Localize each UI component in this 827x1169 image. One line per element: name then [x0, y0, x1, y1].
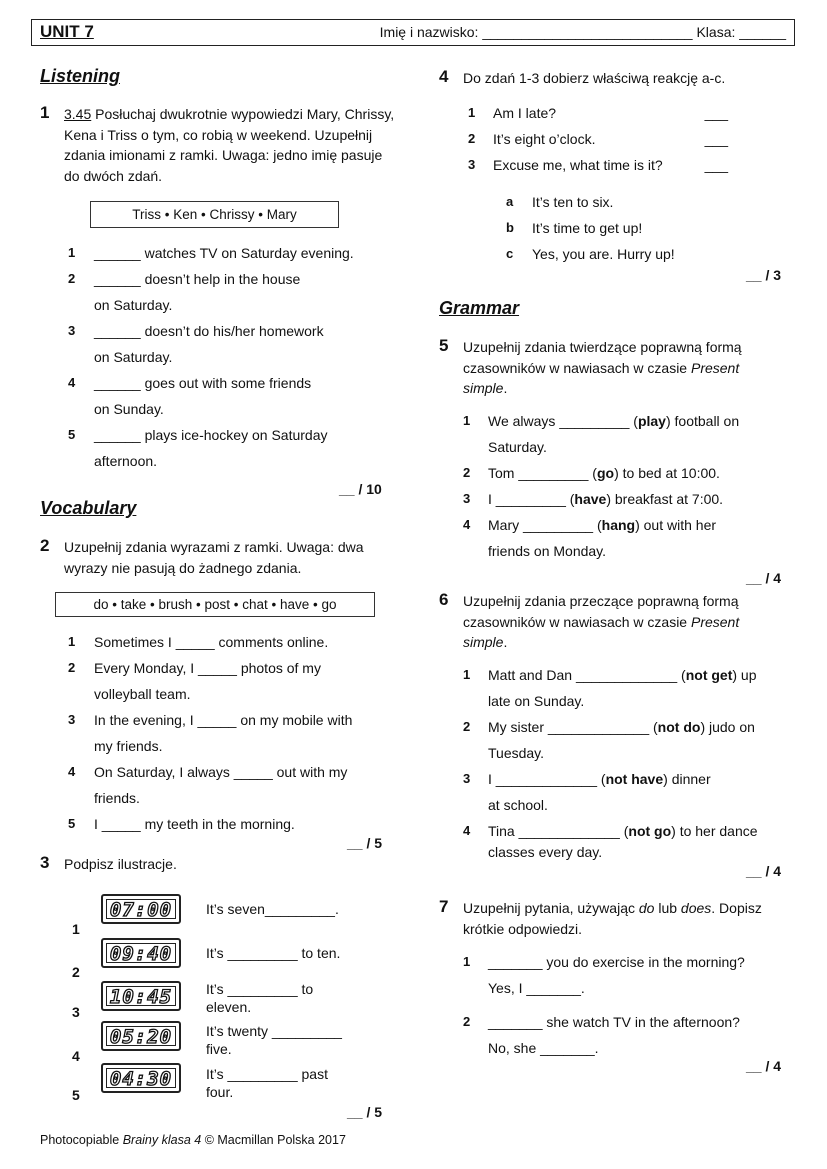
footer-publisher: © Macmillan Polska 2017	[201, 1133, 346, 1147]
list-item	[463, 486, 783, 512]
q5-score[interactable]: __ / 4	[746, 570, 782, 586]
list-item	[506, 215, 766, 241]
item-number: 2	[468, 131, 476, 146]
item-number: 4	[463, 823, 471, 838]
clock-number: 2	[72, 964, 80, 980]
q7-instruction-text-end: . Dopisz krótkie odpowiedzi.	[463, 900, 762, 937]
header-bar	[31, 19, 795, 46]
item-number: 1	[463, 413, 471, 428]
q7-instruction-text: Uzupełnij pytania, używając	[463, 900, 639, 916]
q5-instruction: Uzupełnij zdania twierdzące poprawną formą czasowników w nawiasach w czasie Present simple.	[463, 339, 742, 396]
item-number: 1	[463, 667, 471, 682]
list-item	[68, 707, 398, 759]
grammar-title: Grammar	[439, 298, 520, 318]
item-number: 5	[68, 427, 76, 442]
q4-score[interactable]: __ / 3	[746, 267, 782, 283]
caption-text: It’s twenty _________	[206, 1023, 342, 1039]
q4-instruction: Do zdań 1-3 dobierz właściwą reakcję a-c.	[463, 70, 726, 86]
item-text: It’s ten to six.	[532, 194, 614, 210]
item-text-end: ) to bed at 10:00.	[614, 465, 720, 481]
answer-blank[interactable]: ___	[704, 105, 728, 121]
q1-word-box: Triss • Ken • Chrissy • Mary	[90, 201, 339, 228]
item-text-cont: friends on Monday.	[488, 543, 607, 559]
list-item	[506, 241, 766, 267]
list-item	[68, 240, 398, 266]
item-text-end: ) out with her	[635, 517, 717, 533]
class-label: Klasa:	[692, 24, 740, 40]
q7-word-lub: lub	[654, 900, 681, 916]
item-text: Sometimes I _____ comments online.	[94, 634, 329, 650]
q7-instruction	[463, 898, 783, 939]
digital-clock-icon	[101, 1063, 181, 1093]
item-number: 4	[463, 517, 471, 532]
clock-caption	[206, 1065, 328, 1101]
clock-caption	[206, 1022, 342, 1058]
q3-instruction: Podpisz ilustracje.	[64, 856, 177, 872]
list-item	[506, 189, 766, 215]
q1-score[interactable]: __ / 10	[339, 481, 382, 497]
item-text: ______ watches TV on Saturday evening.	[94, 245, 354, 261]
q6-score[interactable]: __ / 4	[746, 863, 782, 879]
q4-number: 4	[439, 67, 449, 86]
item-letter: b	[506, 220, 514, 235]
clock-number: 3	[72, 1004, 80, 1020]
item-number: 3	[463, 491, 471, 506]
item-number: 3	[68, 712, 76, 727]
item-number: 2	[68, 271, 76, 286]
q3-number: 3	[40, 853, 50, 872]
item-text: ______ doesn’t help in the house	[94, 271, 301, 287]
item-text-cont: afternoon.	[94, 453, 158, 469]
item-text: On Saturday, I always _____ out with my	[94, 764, 348, 780]
q6-instruction-tense: Present simple	[463, 613, 740, 650]
list-item	[68, 318, 398, 370]
item-text: It’s eight o’clock.	[493, 131, 596, 147]
verb-hint: not have	[605, 771, 664, 787]
item-text: ______ goes out with some friends	[94, 375, 312, 391]
item-number: 1	[68, 245, 76, 260]
q5-number: 5	[439, 336, 449, 355]
answer-blank[interactable]: ___	[704, 157, 728, 173]
q2-number: 2	[40, 536, 50, 555]
name-blank[interactable]: ___________________________	[482, 24, 693, 40]
footer-copyright	[40, 1133, 346, 1147]
item-number: 4	[68, 764, 76, 779]
item-letter: a	[506, 194, 514, 209]
q1-instruction	[64, 104, 396, 186]
verb-hint: not get	[685, 667, 733, 683]
item-number: 2	[463, 1014, 471, 1029]
item-text-cont: classes every day.	[488, 844, 603, 860]
item-text-end: ) judo on	[700, 719, 755, 735]
verb-hint: hang	[601, 517, 636, 533]
item-text: Tina _____________ (	[488, 823, 629, 839]
verb-hint: play	[637, 413, 666, 429]
q1-number: 1	[40, 103, 50, 122]
item-number: 3	[463, 771, 471, 786]
q2-instruction: Uzupełnij zdania wyrazami z ramki. Uwaga: dwa wyrazy nie pasują do żadnego zdania.	[64, 539, 364, 576]
item-number: 1	[68, 634, 76, 649]
q6-items	[463, 662, 793, 863]
q5-items	[463, 408, 783, 564]
caption-text-cont: four.	[206, 1084, 234, 1100]
name-label: Imię i nazwisko:	[379, 24, 483, 40]
item-number: 2	[463, 719, 471, 734]
list-item	[68, 629, 398, 655]
item-text-end: ) to her dance	[671, 823, 758, 839]
item-letter: c	[506, 246, 514, 261]
caption-text-cont: five.	[206, 1041, 232, 1057]
item-text-cont: Yes, I _______.	[488, 980, 585, 996]
clock-time: 07:00	[106, 899, 176, 919]
verb-hint: go	[596, 465, 615, 481]
item-text-cont: on Saturday.	[94, 349, 173, 365]
item-text: It’s time to get up!	[532, 220, 643, 236]
item-text: Yes, you are. Hurry up!	[532, 246, 675, 262]
item-text-cont: No, she _______.	[488, 1040, 599, 1056]
item-text-end: ) football on	[665, 413, 740, 429]
footer-text: Photocopiable	[40, 1133, 123, 1147]
q1-track: 3.45	[64, 106, 92, 122]
item-text: ______ plays ice-hockey on Saturday	[94, 427, 328, 443]
item-number: 1	[468, 105, 476, 120]
item-text-cont: late on Sunday.	[488, 693, 585, 709]
list-item	[68, 811, 398, 837]
digital-clock-icon	[101, 894, 181, 924]
q2-items	[68, 629, 398, 837]
q1-items	[68, 240, 398, 474]
item-text-cont: volleyball team.	[94, 686, 191, 702]
item-text: I _____________ (	[488, 771, 606, 787]
item-text: We always _________ (	[488, 413, 638, 429]
q3-score[interactable]: __ / 5	[347, 1104, 383, 1120]
item-number: 4	[68, 375, 76, 390]
clock-time: 10:45	[106, 986, 176, 1006]
list-item	[468, 126, 728, 152]
item-text: In the evening, I _____ on my mobile with	[94, 712, 353, 728]
answer-blank[interactable]: ___	[704, 131, 728, 147]
list-item	[463, 818, 793, 863]
caption-text-cont: eleven.	[206, 999, 252, 1015]
clock-caption	[206, 944, 340, 962]
item-number: 2	[68, 660, 76, 675]
name-class-fields	[380, 24, 786, 40]
list-item	[463, 714, 793, 766]
clock-time: 09:40	[106, 943, 176, 963]
item-text-cont: Saturday.	[488, 439, 547, 455]
q4-items	[468, 100, 728, 178]
q1-instruction-text: Posłuchaj dwukrotnie wypowiedzi Mary, Chrissy, Kena i Triss o tym, co robią w weekend. Uzupełnij zdania imionami z ramki. Uwaga: jedno imię pasuje do dwóch zdań.	[64, 106, 395, 184]
item-text-end: ) up	[732, 667, 757, 683]
list-item	[68, 370, 398, 422]
clock-caption	[206, 900, 339, 918]
item-text-cont: my friends.	[94, 738, 163, 754]
q6-instruction: Uzupełnij zdania przeczące poprawną formą czasowników w nawiasach w czasie Present simple.	[463, 593, 740, 650]
item-text: Am I late?	[493, 105, 557, 121]
item-text: Matt and Dan _____________ (	[488, 667, 686, 683]
vocabulary-title: Vocabulary	[40, 498, 137, 518]
verb-hint: have	[574, 491, 607, 507]
clock-time: 05:20	[106, 1026, 176, 1046]
item-text: Mary _________ (	[488, 517, 602, 533]
item-text: Excuse me, what time is it?	[493, 157, 663, 173]
caption-text: It’s _________ to ten.	[206, 945, 341, 961]
q7-number: 7	[439, 897, 449, 916]
list-item	[68, 759, 398, 811]
footer-book-title: Brainy klasa 4	[122, 1133, 202, 1147]
item-number: 1	[463, 954, 471, 969]
item-number: 3	[68, 323, 76, 338]
q6-instruction-text: Uzupełnij zdania przeczące poprawną formą czasowników w nawiasach w czasie	[463, 593, 739, 630]
item-text-cont: Tuesday.	[488, 745, 545, 761]
clock-number: 5	[72, 1087, 80, 1103]
item-text-cont: at school.	[488, 797, 548, 813]
item-text: ______ doesn’t do his/her homework	[94, 323, 324, 339]
list-item	[463, 662, 793, 714]
q6-number: 6	[439, 590, 449, 609]
item-number: 2	[463, 465, 471, 480]
item-text-cont: on Sunday.	[94, 401, 164, 417]
listening-title: Listening	[40, 66, 120, 86]
item-text: I _________ (	[488, 491, 575, 507]
item-text: My sister _____________ (	[488, 719, 658, 735]
q7-items	[463, 949, 793, 1061]
clock-number: 4	[72, 1048, 80, 1064]
item-number: 3	[468, 157, 476, 172]
q4-answers	[506, 189, 766, 267]
list-item	[463, 766, 793, 818]
clock-number: 1	[72, 921, 80, 937]
verb-hint: not do	[657, 719, 701, 735]
list-item	[468, 152, 728, 178]
digital-clock-icon	[101, 1021, 181, 1051]
caption-text: It’s seven_________.	[206, 901, 339, 917]
list-item	[463, 460, 783, 486]
q7-word-does: does	[680, 900, 712, 916]
item-text: _______ she watch TV in the afternoon?	[488, 1014, 740, 1030]
caption-text: It’s _________ to	[206, 981, 314, 997]
list-item	[463, 408, 783, 460]
caption-text: It’s _________ past	[206, 1066, 328, 1082]
q7-score[interactable]: __ / 4	[746, 1058, 782, 1074]
list-item	[463, 949, 793, 1001]
list-item	[68, 655, 398, 707]
clock-time: 04:30	[106, 1068, 176, 1088]
item-text: _______ you do exercise in the morning?	[488, 954, 745, 970]
item-text-cont: friends.	[94, 790, 140, 806]
list-item	[68, 422, 398, 474]
list-item	[463, 512, 783, 564]
verb-hint: not go	[628, 823, 672, 839]
item-text: Every Monday, I _____ photos of my	[94, 660, 321, 676]
class-blank[interactable]: ______	[739, 24, 786, 40]
q5-instruction-tense: Present simple	[463, 359, 740, 396]
list-item	[68, 266, 398, 318]
clock-caption	[206, 980, 313, 1016]
item-text: I _____ my teeth in the morning.	[94, 816, 295, 832]
q7-word-do: do	[638, 900, 655, 916]
item-number: 5	[68, 816, 76, 831]
digital-clock-icon	[101, 981, 181, 1011]
q5-instruction-text: Uzupełnij zdania twierdzące poprawną formą czasowników w nawiasach w czasie	[463, 339, 742, 376]
q2-score[interactable]: __ / 5	[347, 835, 383, 851]
item-text-end: ) breakfast at 7:00.	[606, 491, 724, 507]
item-text-cont: on Saturday.	[94, 297, 173, 313]
q2-word-box: do • take • brush • post • chat • have • go	[55, 592, 375, 617]
item-text: Tom _________ (	[488, 465, 597, 481]
list-item	[468, 100, 728, 126]
digital-clock-icon	[101, 938, 181, 968]
list-item	[463, 1009, 793, 1061]
item-text-end: ) dinner	[663, 771, 711, 787]
unit-title: UNIT 7	[40, 22, 94, 41]
